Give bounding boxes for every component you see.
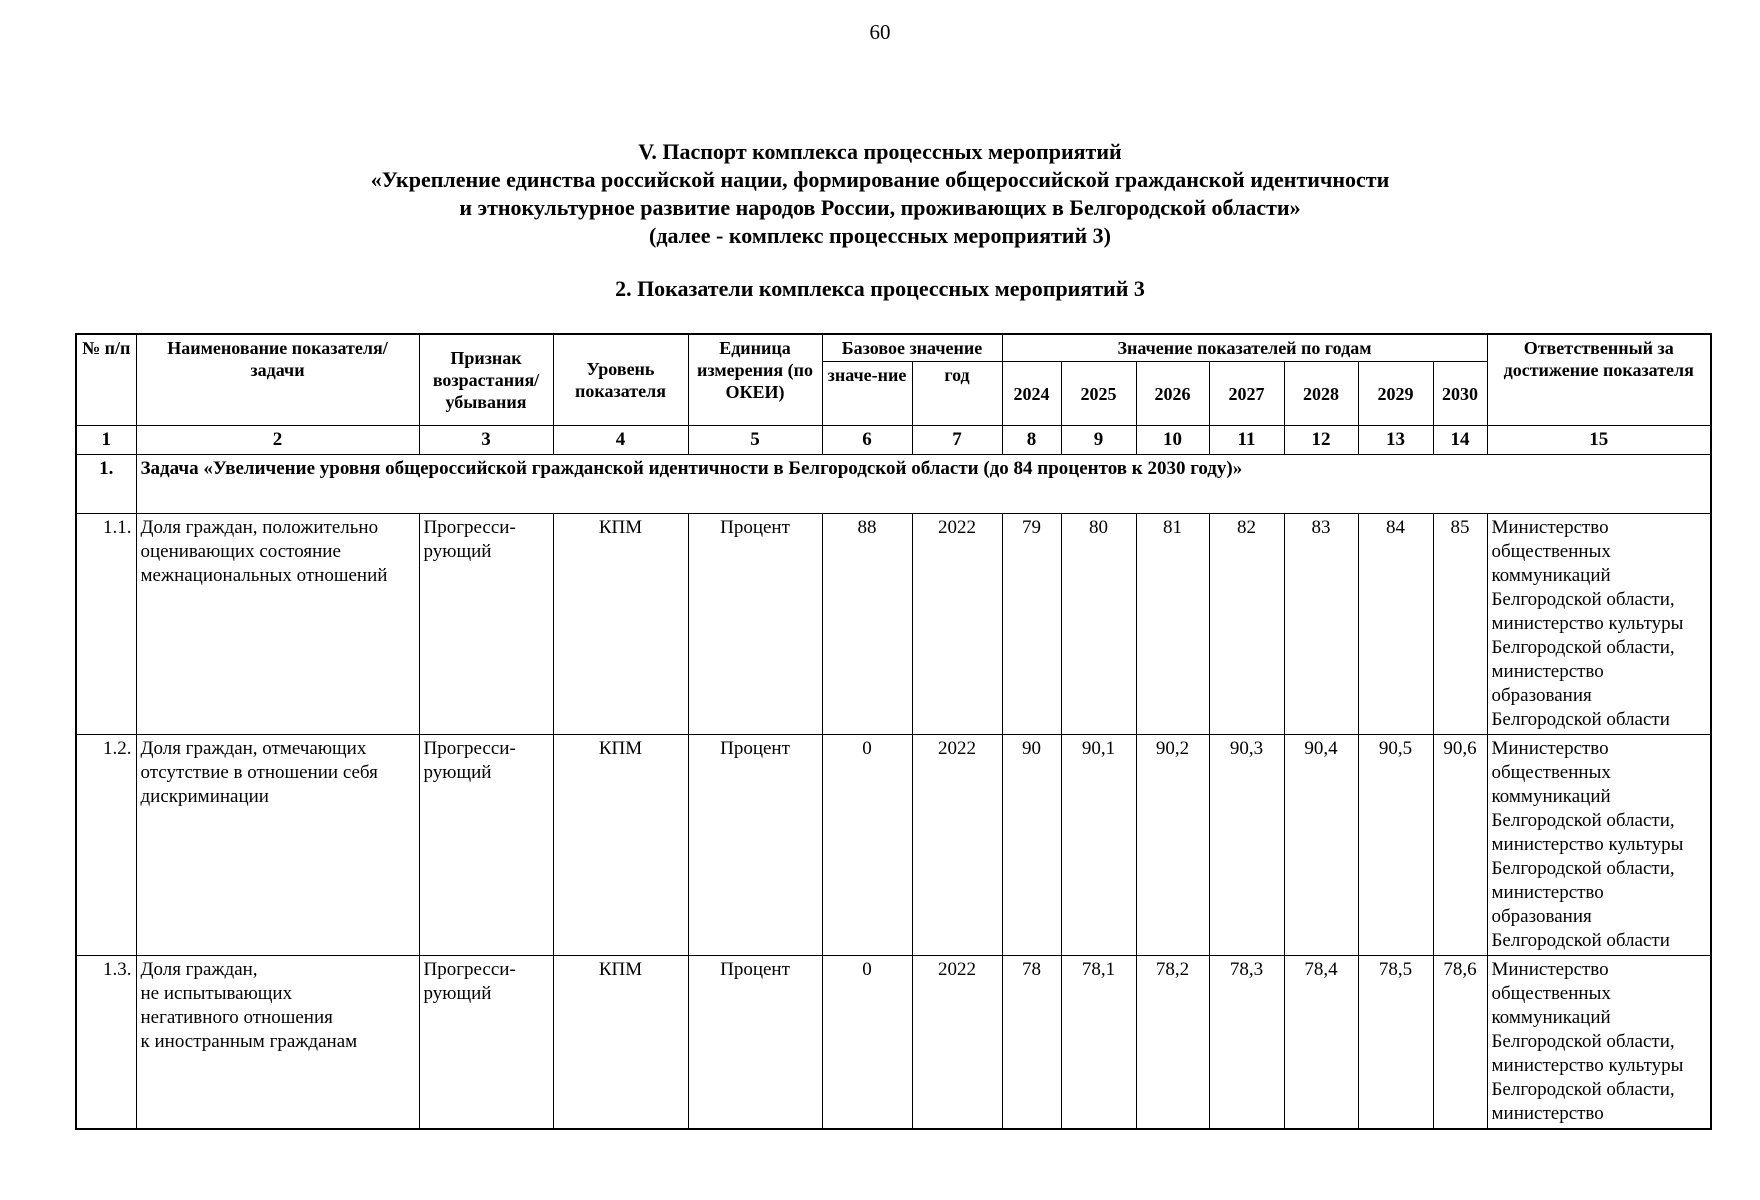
row-responsible (1487, 735, 1711, 956)
table-heading: 2. Показатели комплекса процессных мероприятий 3 (615, 276, 1145, 301)
page-number: 60 (869, 20, 891, 44)
header-level: Уровень показателя (553, 334, 688, 426)
row-value-2027: 82 (1209, 514, 1284, 735)
row-value-2028: 83 (1284, 514, 1358, 735)
row-value-2028: 78,4 (1284, 956, 1358, 1130)
header-year: 2029 (1358, 362, 1433, 426)
table-row (76, 514, 1711, 735)
row-name-line: не испытывающих (140, 983, 293, 1004)
responsible-line: Белгородской области (1491, 709, 1670, 730)
responsible-line: министерство (1491, 661, 1604, 682)
row-value-2029: 78,5 (1358, 956, 1433, 1130)
header-base-value: значе-ние (822, 362, 912, 426)
section-heading (0, 138, 1760, 250)
column-number: 2 (136, 426, 419, 455)
header-year: 2030 (1433, 362, 1487, 426)
column-number: 3 (419, 426, 553, 455)
responsible-line: образования (1491, 906, 1592, 927)
column-number: 8 (1002, 426, 1061, 455)
row-value-2028: 90,4 (1284, 735, 1358, 956)
column-number: 1 (76, 426, 136, 455)
responsible-line: министерство (1491, 1103, 1604, 1124)
row-base-value: 88 (822, 514, 912, 735)
row-sign: Прогресси-рующий (419, 514, 553, 735)
row-base-year: 2022 (912, 514, 1002, 735)
column-number: 4 (553, 426, 688, 455)
responsible-line: коммуникаций (1491, 1007, 1611, 1028)
heading-line-4: (далее - комплекс процессных мероприятий 3) (649, 223, 1111, 248)
row-value-2026: 78,2 (1136, 956, 1209, 1130)
row-name: Доля граждан, положительно оценивающих состояние межнациональных отношений (136, 514, 419, 735)
row-num: 1.2. (76, 735, 136, 956)
responsible-line: министерство культуры (1491, 613, 1684, 634)
column-number: 15 (1487, 426, 1711, 455)
row-base-year: 2022 (912, 956, 1002, 1130)
column-number: 11 (1209, 426, 1284, 455)
responsible-line: Белгородской области, (1491, 810, 1675, 831)
responsible-line: Министерство (1491, 517, 1609, 538)
responsible-line: Белгородской области, (1491, 1079, 1675, 1100)
header-row-1 (76, 334, 1711, 362)
row-unit: Процент (688, 956, 822, 1130)
responsible-line: общественных (1491, 762, 1611, 783)
header-year: 2025 (1061, 362, 1136, 426)
row-base-year: 2022 (912, 735, 1002, 956)
row-value-2029: 90,5 (1358, 735, 1433, 956)
header-base-year: год (912, 362, 1002, 426)
row-value-2027: 78,3 (1209, 956, 1284, 1130)
heading-line-3: и этнокультурное развитие народов России, проживающих в Белгородской области» (459, 195, 1301, 220)
responsible-line: министерство культуры (1491, 834, 1684, 855)
table-row (76, 735, 1711, 956)
responsible-line: коммуникаций (1491, 786, 1611, 807)
column-number: 14 (1433, 426, 1487, 455)
row-unit: Процент (688, 514, 822, 735)
row-responsible (1487, 956, 1711, 1130)
row-value-2025: 90,1 (1061, 735, 1136, 956)
responsible-line: Белгородской области, (1491, 637, 1675, 658)
responsible-line: Белгородской области, (1491, 589, 1675, 610)
row-level: КПМ (553, 956, 688, 1130)
responsible-line: министерство (1491, 882, 1604, 903)
header-years-group: Значение показателей по годам (1002, 334, 1487, 362)
header-base: Базовое значение (822, 334, 1002, 362)
row-name-line: к иностранным гражданам (140, 1031, 358, 1052)
row-name-line: Доля граждан, (140, 959, 258, 980)
row-value-2027: 90,3 (1209, 735, 1284, 956)
task-num: 1. (76, 455, 136, 514)
header-year: 2027 (1209, 362, 1284, 426)
column-number: 13 (1358, 426, 1433, 455)
row-value-2025: 80 (1061, 514, 1136, 735)
task-row (76, 455, 1711, 514)
header-responsible: Ответственный за достижение показателя (1487, 334, 1711, 426)
responsible-line: общественных (1491, 541, 1611, 562)
row-value-2030: 90,6 (1433, 735, 1487, 956)
row-level: КПМ (553, 735, 688, 956)
task-text: Задача «Увеличение уровня общероссийской гражданской идентичности в Белгородской области (до 84 процентов к 2030 году)» (136, 455, 1711, 514)
row-base-value: 0 (822, 735, 912, 956)
row-responsible (1487, 514, 1711, 735)
responsible-line: Белгородской области (1491, 930, 1670, 951)
header-year: 2026 (1136, 362, 1209, 426)
row-name (136, 956, 419, 1130)
header-sign: Признак возрастания/ убывания (419, 334, 553, 426)
row-value-2030: 85 (1433, 514, 1487, 735)
responsible-line: общественных (1491, 983, 1611, 1004)
responsible-line: Белгородской области, (1491, 858, 1675, 879)
column-number: 12 (1284, 426, 1358, 455)
column-number-row (76, 426, 1711, 455)
column-number: 9 (1061, 426, 1136, 455)
row-name-line: негативного отношения (140, 1007, 333, 1028)
row-value-2024: 90 (1002, 735, 1061, 956)
row-value-2030: 78,6 (1433, 956, 1487, 1130)
heading-line-1: V. Паспорт комплекса процессных мероприятий (638, 139, 1122, 164)
row-name: Доля граждан, отмечающих отсутствие в отношении себя дискриминации (136, 735, 419, 956)
responsible-line: Белгородской области, (1491, 1031, 1675, 1052)
row-base-value: 0 (822, 956, 912, 1130)
row-level: КПМ (553, 514, 688, 735)
header-year: 2024 (1002, 362, 1061, 426)
row-value-2024: 79 (1002, 514, 1061, 735)
column-number: 10 (1136, 426, 1209, 455)
heading-line-2: «Укрепление единства российской нации, формирование общероссийской гражданской идентичности (370, 167, 1390, 192)
header-unit: Единица измерения (по ОКЕИ) (688, 334, 822, 426)
row-value-2025: 78,1 (1061, 956, 1136, 1130)
row-value-2029: 84 (1358, 514, 1433, 735)
indicators-table (75, 333, 1712, 1130)
responsible-line: коммуникаций (1491, 565, 1611, 586)
column-number: 7 (912, 426, 1002, 455)
table-row (76, 956, 1711, 1130)
responsible-line: образования (1491, 685, 1592, 706)
row-sign: Прогресси-рующий (419, 956, 553, 1130)
row-sign: Прогресси-рующий (419, 735, 553, 956)
row-unit: Процент (688, 735, 822, 956)
row-num: 1.3. (76, 956, 136, 1130)
column-number: 5 (688, 426, 822, 455)
row-value-2026: 81 (1136, 514, 1209, 735)
row-value-2024: 78 (1002, 956, 1061, 1130)
responsible-line: министерство культуры (1491, 1055, 1684, 1076)
responsible-line: Министерство (1491, 738, 1609, 759)
header-num: № п/п (76, 334, 136, 426)
column-number: 6 (822, 426, 912, 455)
header-year: 2028 (1284, 362, 1358, 426)
header-name: Наименование показателя/задачи (136, 334, 419, 426)
responsible-line: Министерство (1491, 959, 1609, 980)
row-value-2026: 90,2 (1136, 735, 1209, 956)
row-num: 1.1. (76, 514, 136, 735)
